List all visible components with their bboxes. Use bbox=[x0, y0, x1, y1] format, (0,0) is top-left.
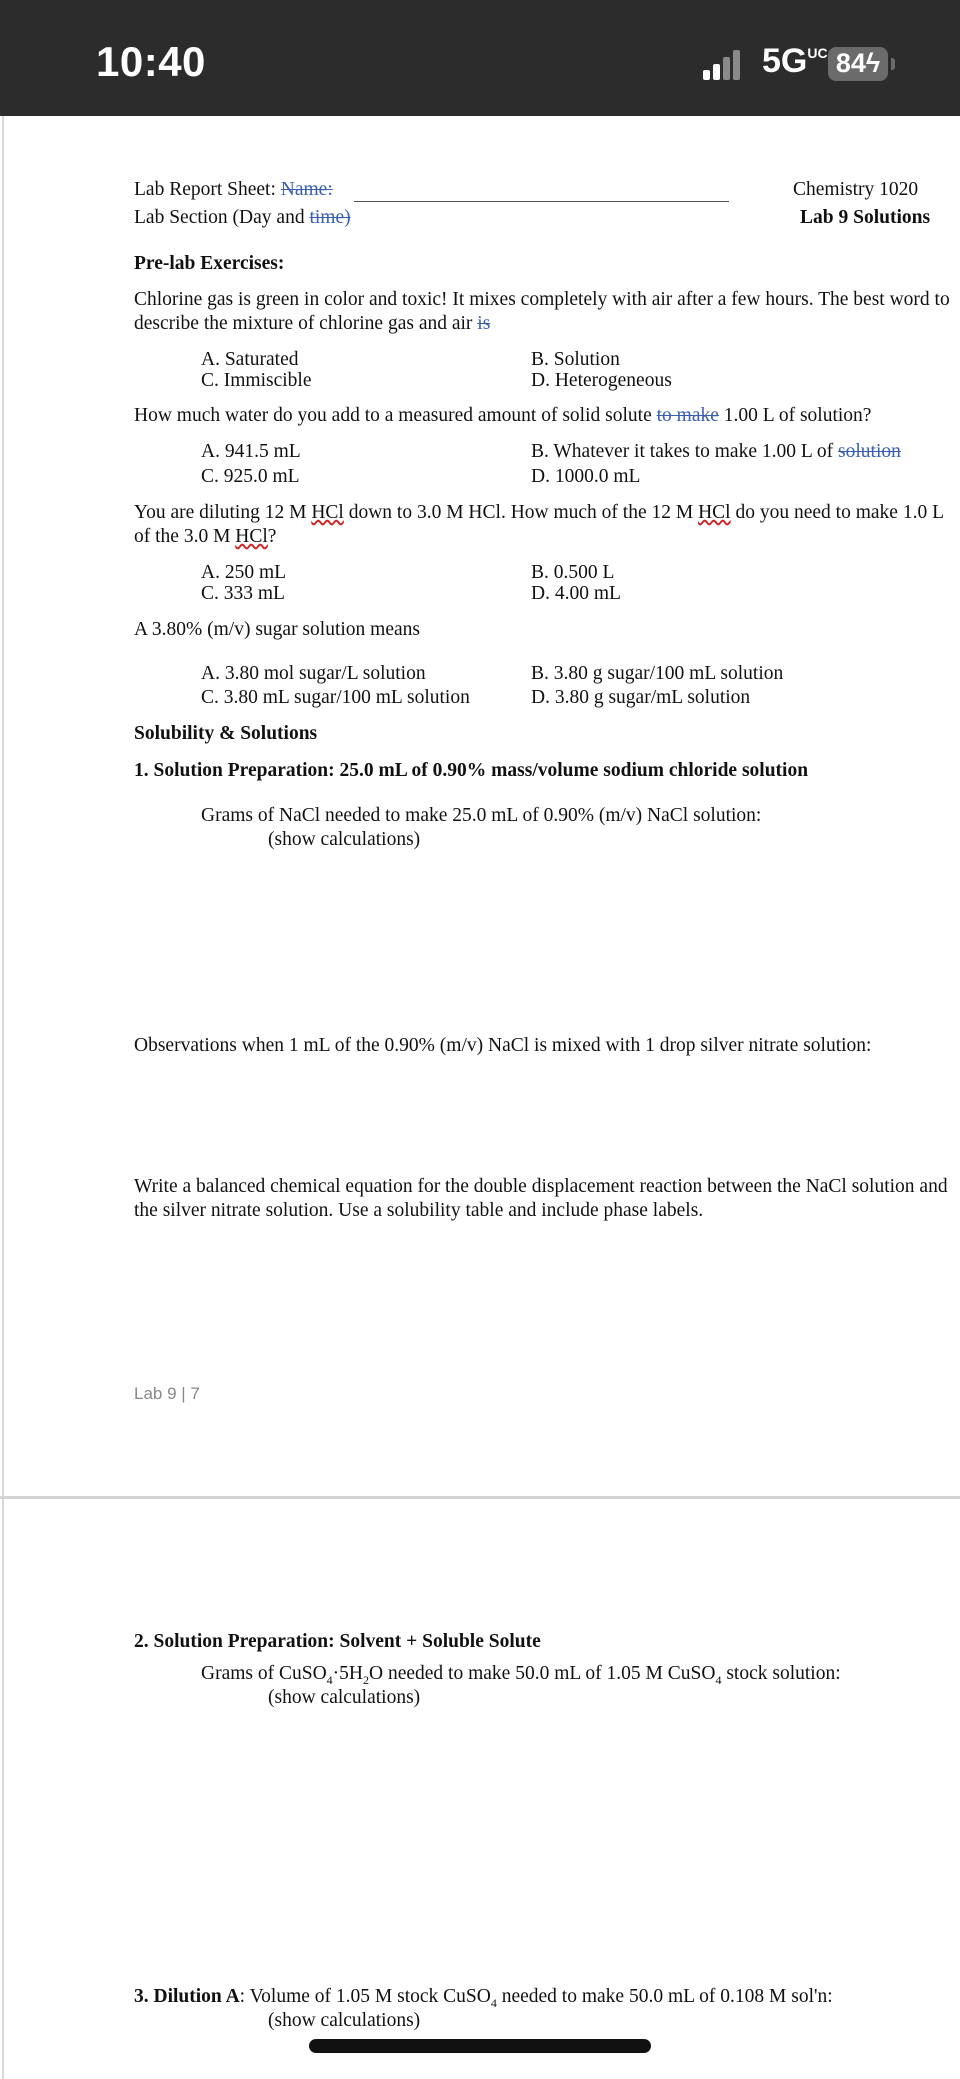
section-2-title: 2. Solution Preparation: Solvent + Soluble Solute bbox=[134, 1631, 541, 1652]
prelab-heading: Pre-lab Exercises: bbox=[134, 253, 285, 274]
section-2-show-calculations: (show calculations) bbox=[268, 1687, 421, 1708]
q1-option-c: C. Immiscible bbox=[201, 370, 312, 391]
q1-option-a: A. Saturated bbox=[201, 349, 299, 370]
section-3-show-calculations: (show calculations) bbox=[268, 2010, 421, 2031]
q2-option-c: C. 925.0 mL bbox=[201, 466, 300, 487]
q3-text-line1: You are diluting 12 M HCl down to 3.0 M HCl. How much of the 12 M HCl do you need to make 1.0 L bbox=[134, 502, 944, 523]
q1-option-d: D. Heterogeneous bbox=[531, 370, 672, 391]
name-field[interactable]: Name: bbox=[280, 179, 333, 200]
network-indicator: $5G^{UC}$ bbox=[762, 42, 828, 80]
section-1-title: 1. Solution Preparation: 25.0 mL of 0.90% mass/volume sodium chloride solution bbox=[134, 760, 809, 781]
q3-option-b: B. 0.500 L bbox=[531, 562, 615, 583]
q3-option-c: C. 333 mL bbox=[201, 583, 285, 604]
page-footer: Lab 9 | 7 bbox=[134, 1384, 200, 1403]
header-lab-title: Lab 9 Solutions bbox=[800, 207, 931, 228]
q4-option-d: D. 3.80 g sugar/mL solution bbox=[531, 687, 751, 708]
battery-tip bbox=[891, 58, 895, 70]
battery-level: 84 bbox=[835, 48, 866, 78]
home-indicator[interactable] bbox=[309, 2039, 651, 2053]
status-bar bbox=[0, 0, 960, 116]
document-page-1 bbox=[2, 116, 960, 1496]
section-1-grams-prompt: Grams of NaCl needed to make 25.0 mL of 0.90% (m/v) NaCl solution: bbox=[201, 805, 762, 826]
q2-option-a: A. 941.5 mL bbox=[201, 441, 301, 462]
q4-option-a: A. 3.80 mol sugar/L solution bbox=[201, 663, 426, 684]
document-page-2 bbox=[2, 1499, 960, 2079]
q4-text: A 3.80% (m/v) sugar solution means bbox=[134, 619, 420, 640]
q3-option-a: A. 250 mL bbox=[201, 562, 287, 583]
name-underline bbox=[354, 201, 729, 202]
q1-option-b: B. Solution bbox=[531, 349, 620, 370]
q3-text-line2: of the 3.0 M HCl? bbox=[134, 526, 277, 547]
q2-option-d: D. 1000.0 mL bbox=[531, 466, 641, 487]
header-lab-section: Lab Section (Day and time) bbox=[134, 207, 351, 228]
q2-option-b: B. Whatever it takes to make 1.00 L of solution bbox=[531, 441, 901, 462]
solubility-heading: Solubility & Solutions bbox=[134, 723, 318, 744]
q4-option-c: C. 3.80 mL sugar/100 mL solution bbox=[201, 687, 470, 708]
signal-icon bbox=[703, 50, 755, 80]
battery-icon: 84ϟ bbox=[828, 47, 888, 81]
q2-text: How much water do you add to a measured amount of solid solute to make 1.00 L of solution? bbox=[134, 405, 872, 426]
equation-prompt-line2: the silver nitrate solution. Use a solubility table and include phase labels. bbox=[134, 1200, 704, 1221]
status-time: 10:40 bbox=[96, 38, 206, 85]
q1-text-line2: describe the mixture of chlorine gas and air is bbox=[134, 313, 491, 334]
section-1-show-calculations: (show calculations) bbox=[268, 829, 421, 850]
section-2-grams-prompt: Grams of $CuSO_4\cdot 5H_2O$ needed to make 50.0 mL of 1.05 M CuSO$_4$ stock solution: bbox=[201, 1663, 841, 1687]
observations-prompt: Observations when 1 mL of the 0.90% (m/v) NaCl is mixed with 1 drop silver nitrate solution: bbox=[134, 1035, 872, 1056]
header-course: Chemistry 1020 bbox=[793, 179, 919, 200]
q1-text-line1: Chlorine gas is green in color and toxic! It mixes completely with air after a few hours. The best word to bbox=[134, 289, 950, 310]
header-lab-report: Lab Report Sheet: Name: bbox=[134, 179, 333, 200]
q3-option-d: D. 4.00 mL bbox=[531, 583, 621, 604]
section-3-prompt: 3. Dilution A: Volume of 1.05 M stock CuSO$_4$ needed to make 50.0 mL of 0.108 M sol'n: bbox=[134, 1986, 833, 2010]
equation-prompt-line1: Write a balanced chemical equation for the double displacement reaction between the NaCl solution and bbox=[134, 1176, 948, 1197]
q4-option-b: B. 3.80 g sugar/100 mL solution bbox=[531, 663, 784, 684]
